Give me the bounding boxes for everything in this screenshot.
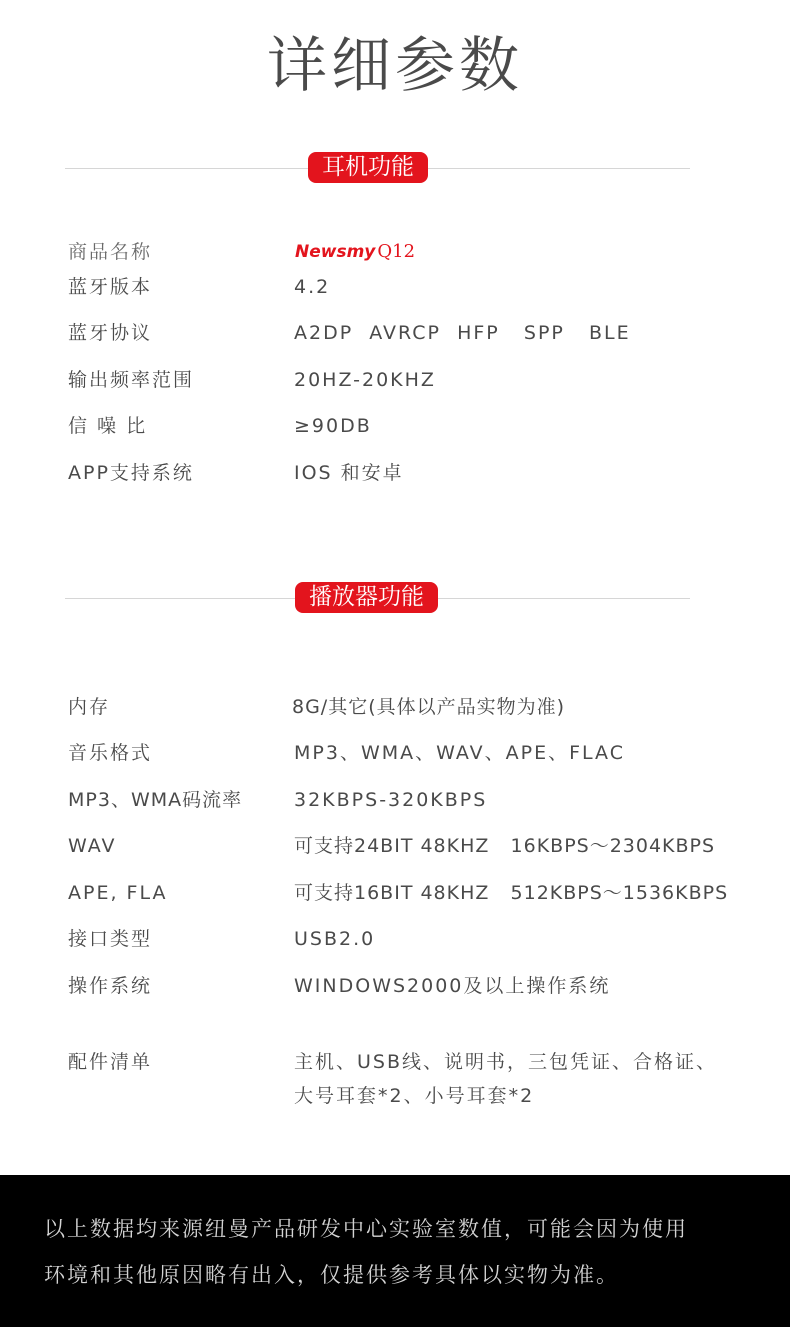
- spec-row-value: USB2.0: [294, 928, 376, 950]
- spec-row-label: 音乐格式: [68, 742, 153, 764]
- earphone-section-badge: 耳机功能: [308, 152, 428, 183]
- footer-line-2: 环境和其他原因略有出入，仅提供参考具体以实物为准。: [44, 1263, 619, 1287]
- spec-row-value: 可支持24BIT 48KHZ 16KBPS～2304KBPS: [294, 835, 716, 857]
- page-title: 详细参数: [267, 31, 523, 101]
- accessories-value-line-2: 大号耳套*2、小号耳套*2: [294, 1085, 535, 1107]
- spec-row-label: 内存: [68, 696, 111, 718]
- spec-row-value: IOS 和安卓: [294, 462, 404, 484]
- spec-row-label: 输出频率范围: [68, 369, 195, 391]
- spec-row-value: 可支持16BIT 48KHZ 512KBPS～1536KBPS: [294, 882, 729, 904]
- spec-row-label: MP3、WMA码流率: [68, 789, 243, 811]
- spec-row-label: WAV: [68, 835, 117, 857]
- spec-row-value: MP3、WMA、WAV、APE、FLAC: [294, 742, 625, 764]
- spec-row-label: 操作系统: [68, 975, 153, 997]
- newsmy-logo: Newsmy: [295, 242, 376, 262]
- spec-row-label: APP支持系统: [68, 462, 194, 484]
- spec-row-label: APE, FLA: [68, 882, 168, 904]
- spec-row-value: WINDOWS2000及以上操作系统: [294, 975, 611, 997]
- spec-row-label: 蓝牙协议: [68, 322, 153, 344]
- player-section-badge: 播放器功能: [295, 582, 438, 613]
- footer-disclaimer: [0, 1175, 790, 1327]
- spec-row-value: A2DP AVRCP HFP SPP BLE: [294, 322, 631, 344]
- spec-row-value: 20HZ-20KHZ: [294, 369, 436, 391]
- footer-line-1: 以上数据均来源纽曼产品研发中心实验室数值，可能会因为使用: [44, 1217, 688, 1241]
- spec-row-label: 信 噪 比: [68, 415, 148, 437]
- spec-row-label: 蓝牙版本: [68, 276, 153, 298]
- spec-row-value: ≥90DB: [294, 415, 372, 437]
- brand-label: 商品名称: [68, 241, 153, 263]
- spec-row-value: 4.2: [294, 276, 331, 298]
- spec-row-value: 32KBPS-320KBPS: [294, 789, 488, 811]
- brand-model: Q12: [377, 241, 416, 262]
- spec-row-value: 8G/其它(具体以产品实物为准): [292, 696, 566, 718]
- accessories-label: 配件清单: [68, 1051, 153, 1073]
- accessories-value-line-1: 主机、USB线、说明书，三包凭证、合格证、: [294, 1051, 718, 1073]
- brand-value: [295, 238, 415, 266]
- spec-row-label: 接口类型: [68, 928, 153, 950]
